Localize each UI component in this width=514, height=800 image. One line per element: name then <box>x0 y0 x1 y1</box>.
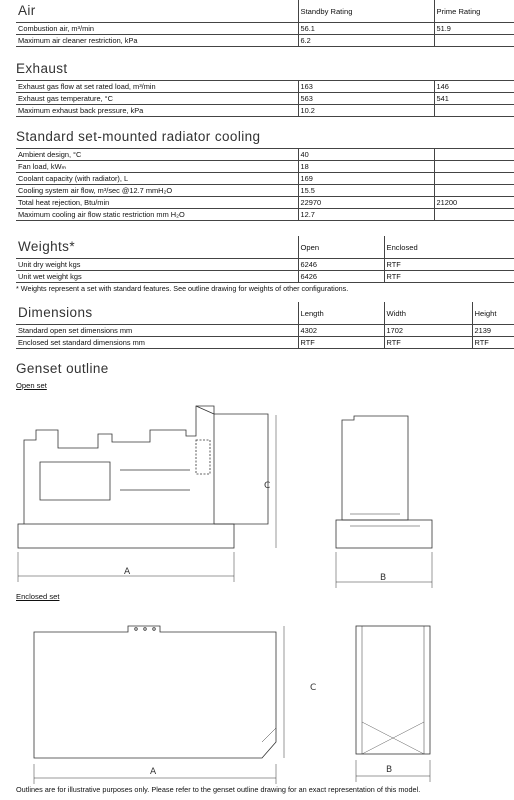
enclosed-dim-c: C <box>310 683 317 693</box>
table-row: Cooling system air flow, m³/sec @12.7 mmH₂O 15.5 <box>16 185 514 197</box>
air-title: Air <box>18 3 36 18</box>
dimensions-col-length: Length <box>298 302 384 325</box>
open-set-side-view <box>18 406 276 582</box>
open-end-dim-b: B <box>380 573 387 583</box>
enclosed-set-label: Enclosed set <box>16 592 60 601</box>
table-row: Coolant capacity (with radiator), L 169 <box>16 173 514 185</box>
table-row: Exhaust gas temperature, °C 563 541 <box>16 93 514 105</box>
enclosed-set-end-view <box>356 626 430 782</box>
table-row: Maximum cooling air flow static restriction mm H₂O 12.7 <box>16 209 514 221</box>
table-row: Unit dry weight kgs 6246 RTF <box>16 259 514 271</box>
enclosed-end-dim-b: B <box>386 765 393 775</box>
cooling-title: Standard set-mounted radiator cooling <box>16 129 261 144</box>
dimensions-title: Dimensions <box>18 305 93 320</box>
table-row: Total heat rejection, Btu/min 22970 21200 <box>16 197 514 209</box>
air-col-standby: Standby Rating <box>298 0 434 23</box>
table-row: Combustion air, m³/min 56.1 51.9 <box>16 23 514 35</box>
weights-col-enclosed: Enclosed <box>384 236 514 259</box>
table-row: Fan load, kWₘ 18 <box>16 161 514 173</box>
enclosed-dim-a: A <box>150 767 157 777</box>
table-row: Unit wet weight kgs 6426 RTF <box>16 271 514 283</box>
enclosed-set-side-view <box>34 626 284 784</box>
open-dim-c: C <box>264 481 271 491</box>
dimensions-col-height: Height <box>472 302 514 325</box>
table-row: Standard open set dimensions mm 4302 1702 2139 <box>16 325 514 337</box>
table-row: Enclosed set standard dimensions mm RTF RTF RTF <box>16 337 514 349</box>
table-row: Ambient design, °C 40 <box>16 149 514 161</box>
table-row: Exhaust gas flow at set rated load, m³/min 163 146 <box>16 81 514 93</box>
table-row: Maximum exhaust back pressure, kPa 10.2 <box>16 105 514 117</box>
weights-title: Weights* <box>18 239 75 254</box>
outline-footer-note: Outlines are for illustrative purposes only. Please refer to the genset outline drawing for an exact representation of this model. <box>16 785 421 794</box>
outline-title: Genset outline <box>16 361 109 376</box>
exhaust-title: Exhaust <box>16 61 68 76</box>
air-col-prime: Prime Rating <box>434 0 514 23</box>
weights-note: * Weights represent a set with standard features. See outline drawing for weights of other configurations. <box>16 284 349 293</box>
table-row: Maximum air cleaner restriction, kPa 6.2 <box>16 35 514 47</box>
dimensions-col-width: Width <box>384 302 472 325</box>
open-dim-a: A <box>124 567 131 577</box>
open-set-label: Open set <box>16 381 47 390</box>
open-set-end-view <box>336 416 432 588</box>
weights-col-open: Open <box>298 236 384 259</box>
